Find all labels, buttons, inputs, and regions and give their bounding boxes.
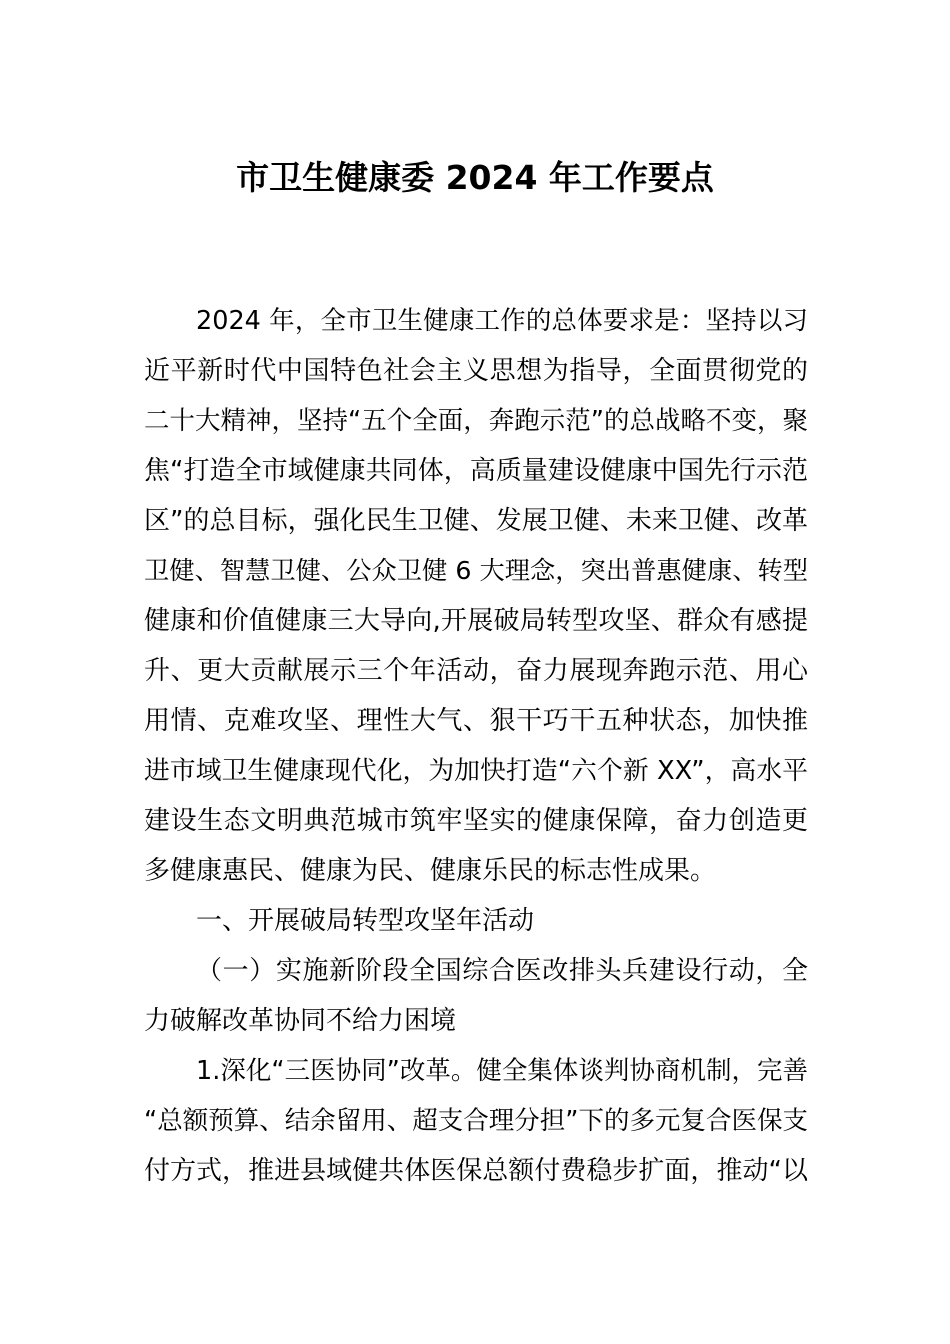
item-paragraph	[144, 1046, 808, 1196]
section-heading: 一、开展破局转型攻坚年活动	[196, 906, 535, 936]
document-title: 市卫生健康委 2024 年工作要点	[236, 158, 714, 197]
intro-paragraph	[144, 296, 808, 896]
document-body	[144, 296, 808, 1196]
intro-line: 多健康惠民、健康为民、健康乐民的标志性成果。	[144, 856, 717, 886]
intro-line: 近平新时代中国特色社会主义思想为指导，全面贯彻党的	[144, 356, 808, 386]
intro-line: 建设生态文明典范城市筑牢坚实的健康保障，奋力创造更	[144, 806, 808, 836]
intro-line: 进市域卫生健康现代化，为加快打造“六个新 XX”，高水平	[144, 756, 808, 786]
item-line: “总额预算、结余留用、超支合理分担”下的多元复合医保支	[144, 1106, 808, 1136]
intro-line: 用情、克难攻坚、理性大气、狠干巧干五种状态，加快推	[144, 706, 808, 736]
intro-line: 二十大精神，坚持“五个全面，奔跑示范”的总战略不变，聚	[144, 406, 808, 436]
section-heading-block	[144, 896, 808, 946]
subsection-line: （一）实施新阶段全国综合医改排头兵建设行动，全	[196, 956, 808, 986]
item-line: 付方式，推进县域健共体医保总额付费稳步扩面，推动“以	[144, 1156, 808, 1186]
subsection-line: 力破解改革协同不给力困境	[144, 1006, 457, 1036]
intro-line: 升、更大贡献展示三个年活动，奋力展现奔跑示范、用心	[144, 656, 808, 686]
subsection-heading-block	[144, 946, 808, 1046]
intro-line: 焦“打造全市域健康共同体，高质量建设健康中国先行示范	[144, 456, 808, 486]
intro-line: 卫健、智慧卫健、公众卫健 6 大理念，突出普惠健康、转型	[144, 556, 808, 585]
item-line: 1.深化“三医协同”改革。健全集体谈判协商机制，完善	[196, 1056, 808, 1086]
intro-line: 2024 年，全市卫生健康工作的总体要求是：坚持以习	[196, 306, 808, 336]
intro-line: 健康和价值健康三大导向,开展破局转型攻坚、群众有感提	[144, 606, 808, 636]
intro-line: 区”的总目标，强化民生卫健、发展卫健、未来卫健、改革	[144, 506, 808, 536]
